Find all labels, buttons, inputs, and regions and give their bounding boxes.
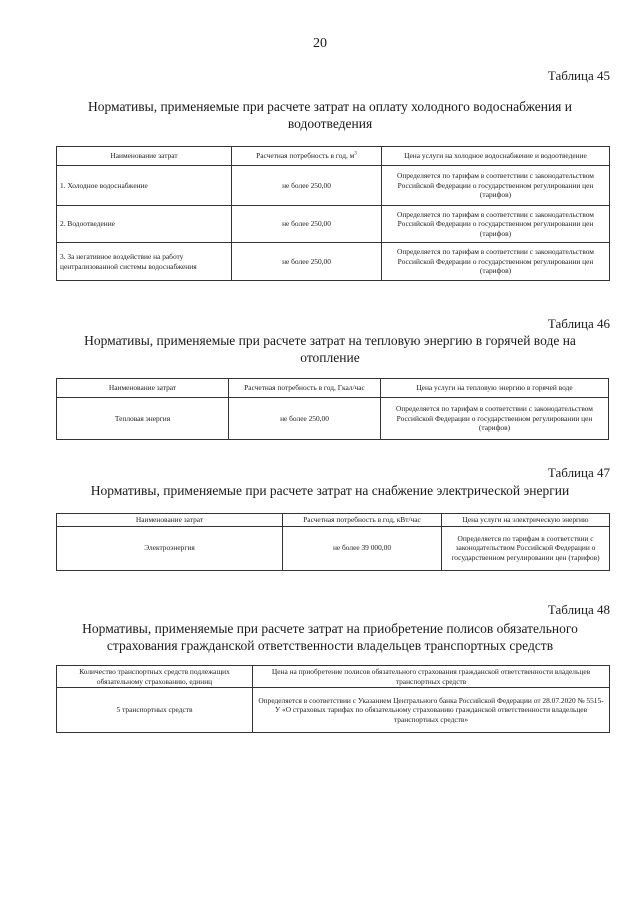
table-45-title-line1: Нормативы, применяемые при расчете затрат на оплату холодного водоснабжения и <box>88 99 572 114</box>
column-header: Наименование затрат <box>57 514 283 527</box>
table-46-title-line2: отопление <box>300 350 360 365</box>
vehicle-count: 5 транспортных средств <box>57 688 253 733</box>
table-row <box>57 398 609 440</box>
table-47-label: Таблица 47 <box>547 465 610 480</box>
column-header: Наименование затрат <box>57 379 229 398</box>
column-header: Цена услуги на электрическую энергию <box>442 514 610 527</box>
service-price: Определяется по тарифам в соответствии с законодательством Российской Федерации о государственном регулировании цен (тарифов) <box>442 526 610 570</box>
table-47-title-line1: Нормативы, применяемые при расчете затрат на снабжение электрической энергии <box>90 483 570 498</box>
column-header: Расчетная потребность в год, Гкал/час <box>229 379 381 398</box>
cost-name: Электроэнергия <box>57 526 283 570</box>
annual-amount: не более 39 000,00 <box>283 526 442 570</box>
table-header-row <box>57 666 610 688</box>
table-header-row <box>57 147 610 166</box>
table-row <box>57 206 610 243</box>
table-48-title-line2: страхования гражданской ответственности владельцев транспортных средств <box>106 638 554 653</box>
page-number: 20 <box>313 36 327 51</box>
table-47-title <box>40 482 620 499</box>
table-header-row <box>57 514 610 527</box>
column-header: Наименование затрат <box>57 147 232 166</box>
cost-name: 3. За негативное воздействие на работу централизованной системы водоснабжения <box>57 243 232 281</box>
table-row <box>57 688 610 733</box>
table-45-title-line2: водоотведения <box>287 116 373 131</box>
table-45-label: Таблица 45 <box>547 68 610 83</box>
service-price: Определяется по тарифам в соответствии с законодательством Российской Федерации о государственном регулировании цен (тарифов) <box>382 166 610 206</box>
table-45 <box>56 146 610 281</box>
annual-amount: не более 250,00 <box>232 206 382 243</box>
service-price: Определяется по тарифам в соответствии с законодательством Российской Федерации о государственном регулировании цен (тарифов) <box>381 398 609 440</box>
table-row <box>57 526 610 570</box>
table-46-title-line1: Нормативы, применяемые при расчете затрат на тепловую энергию в горячей воде на <box>84 333 576 348</box>
table-45-title <box>40 98 620 132</box>
table-48-title-line1: Нормативы, применяемые при расчете затрат на приобретение полисов обязательного <box>82 621 578 636</box>
cost-name: Тепловая энергия <box>57 398 229 440</box>
annual-amount: не более 250,00 <box>232 243 382 281</box>
table-48 <box>56 665 610 733</box>
column-header: Цена услуги на тепловую энергию в горячей воде <box>381 379 609 398</box>
column-header: Расчетная потребность в год, кВт/час <box>283 514 442 527</box>
column-header: Цена услуги на холодное водоснабжение и водоотведение <box>382 147 610 166</box>
service-price: Определяется по тарифам в соответствии с законодательством Российской Федерации о государственном регулировании цен (тарифов) <box>382 243 610 281</box>
annual-amount: не более 250,00 <box>232 166 382 206</box>
table-row <box>57 166 610 206</box>
table-row <box>57 243 610 281</box>
column-header: Цена на приобретение полисов обязательного страхования гражданской ответственности владельцев транспортных средств <box>253 666 610 688</box>
table-46-title <box>40 332 620 366</box>
annual-amount: не более 250,00 <box>229 398 381 440</box>
cost-name: 1. Холодное водоснабжение <box>57 166 232 206</box>
column-header: Количество транспортных средств подлежащих обязательному страхованию, единиц <box>57 666 253 688</box>
table-header-row <box>57 379 609 398</box>
table-48-label: Таблица 48 <box>547 602 610 617</box>
table-46-label: Таблица 46 <box>547 316 610 331</box>
service-price: Определяется по тарифам в соответствии с законодательством Российской Федерации о государственном регулировании цен (тарифов) <box>382 206 610 243</box>
column-header: Расчетная потребность в год, $м^3$ <box>232 147 382 166</box>
cost-name: 2. Водоотведение <box>57 206 232 243</box>
table-48-title <box>40 620 620 654</box>
table-46 <box>56 378 609 440</box>
policy-price: Определяется в соответствии с Указанием Центрального банка Российской Федерации от 28.07.2020 № 5515-У «О страховых тарифах по обязательному страхованию гражданской ответственности владельцев транспортных средств» <box>253 688 610 733</box>
table-47 <box>56 513 610 571</box>
